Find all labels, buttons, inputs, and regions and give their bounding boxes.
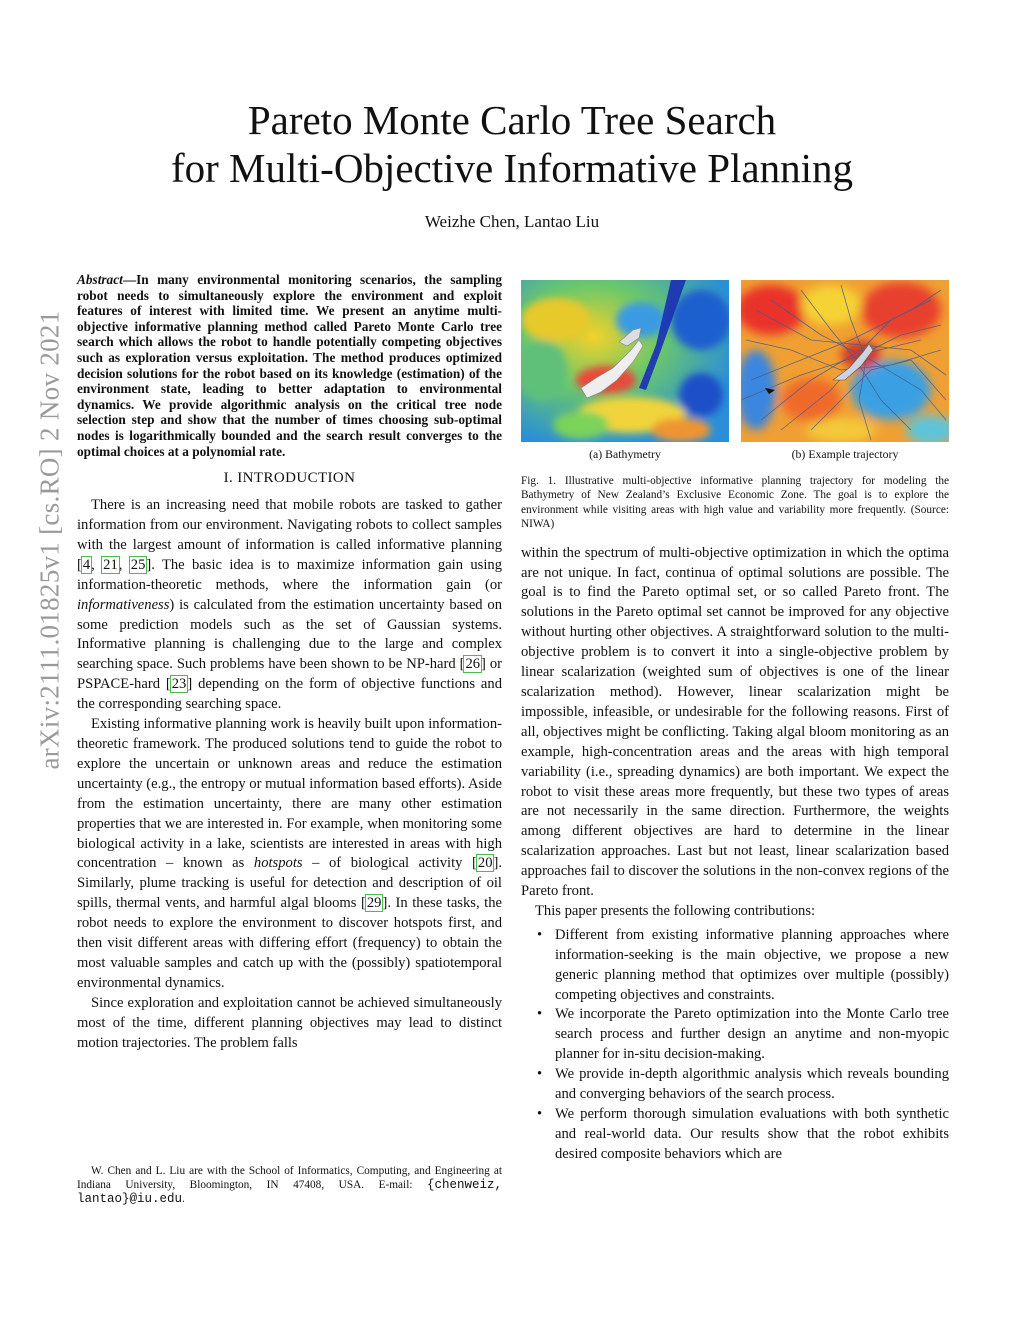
text-run: ]. The basic idea is to maximize information gain using information-theoretic methods, where the information gain (or xyxy=(77,556,502,593)
subfigure-bathymetry xyxy=(521,280,729,462)
right-paragraph-1: within the spectrum of multi-objective optimization in which the optima are not unique. In fact, continua of optimal solutions are possible. The goal is to find the Pareto optimal set, or so called Pareto front. The solutions in the Pareto optimal set cannot be improved for any objective without hurting other objectives. A straightforward solution to the multi-objective problem is to convert it into a single-objective problem by linear scalarization (weighted sum of objectives is one of the linear scalarization method). However, linear scalarization might be impossible, infeasible, or undesirable for the following reasons. First of all, objectives might be conflicting. Taking algal bloom monitoring as an example, high-concentration areas and the areas with high temporal variability (i.e., spreading dynamics) are both important. We expect the robot to visit these areas more frequently, but these two types of areas are not necessarily in the same direction. Furthermore, the weights among different objectives are hard to determine in the linear scalarization approaches. Last but not least, linear scalarization based approaches fail to discover the solutions in the non-convex regions of the Pareto front. xyxy=(521,544,949,900)
citation-link[interactable]: 29 xyxy=(366,895,382,912)
list-item: • Different from existing informative planning approaches where information-seeking is the main objective, we propose a new generic planning method that optimizes over multiple (possibly) competing objectives and constraints. xyxy=(521,926,949,1006)
left-column xyxy=(77,272,502,1054)
subfigure-trajectory xyxy=(741,280,949,462)
text-run: ]. In these tasks, the robot needs to explore the environment to discover hotspots first, and then visit different areas with differing effort (frequency) to obtain the most valuable samples and catch up with the (possibly) spatiotemporal environmental dynamics. xyxy=(77,895,502,991)
email-address: {chenweiz, lantao}@iu.edu xyxy=(77,1178,502,1206)
citation-link[interactable]: 25 xyxy=(130,556,146,573)
affiliation-footnote xyxy=(77,1164,502,1206)
emphasis: hotspots xyxy=(253,855,303,872)
abstract xyxy=(77,272,502,459)
arxiv-identifier: arXiv:2111.01825v1 [cs.RO] 2 Nov 2021 xyxy=(34,310,65,770)
footnote-end: . xyxy=(182,1193,185,1205)
text-run: , xyxy=(91,556,103,573)
citation-link[interactable]: 21 xyxy=(103,556,118,573)
list-item: • We perform thorough simulation evaluations with both synthetic and real-world data. Our results show that the robot exhibits desired composite behaviors which are xyxy=(521,1105,949,1165)
text-run: – of biological activity [ xyxy=(302,855,477,872)
intro-paragraph-3: Since exploration and exploitation cannot be achieved simultaneously most of the time, different planning objectives may lead to distinct motion trajectories. The problem falls xyxy=(77,994,502,1051)
citation-link[interactable]: 20 xyxy=(477,855,493,872)
citation-link[interactable]: 23 xyxy=(171,676,187,693)
text-run: , xyxy=(118,556,130,573)
footnote-text: W. Chen and L. Liu are with the School of Informatics, Computing, and Engineering at Indiana University, Bloomington, IN 47408, USA. E-mail: xyxy=(77,1165,502,1191)
text-run: Existing informative planning work is heavily built upon information-theoretic framework. The produced solutions tend to guide the robot to explore the uncertain or unknown areas and reduce the estimation uncertainty (e.g., the entropy or mutual information based efforts). Aside from the estimation uncertainty, there are many other estimation properties that we are interested in. For example, when monitoring some biological activity in a lake, scientists are interested in areas with high concentration – known as xyxy=(77,716,502,872)
citation-link[interactable]: 4 xyxy=(82,556,91,573)
paper-title xyxy=(0,96,1024,192)
contributions-list xyxy=(521,926,949,1165)
list-item: • We incorporate the Pareto optimization into the Monte Carlo tree search process and further design an anytime and non-myopic planner for in-situ decision-making. xyxy=(521,1005,949,1065)
text-run: ] depending on the form of objective functions and the corresponding searching space. xyxy=(77,676,502,713)
list-item: • We provide in-depth algorithmic analysis which reveals bounding and converging behaviors of the search process. xyxy=(521,1065,949,1105)
abstract-lead: Abstract xyxy=(77,272,123,287)
title-line-2: for Multi-Objective Informative Planning xyxy=(170,145,854,191)
citation-link[interactable]: 26 xyxy=(465,656,481,673)
figure-1 xyxy=(521,280,949,462)
bathymetry-map-image xyxy=(521,280,729,442)
subcaption-b: (b) Example trajectory xyxy=(791,447,899,461)
text-run: There is an increasing need that mobile robots are tasked to gather information from our environment. Navigating robots to collect samples with the largest amount of information is called informative planning [ xyxy=(77,497,502,573)
paper-authors: Weizhe Chen, Lantao Liu xyxy=(424,212,600,231)
arxiv-side-stamp xyxy=(30,140,70,940)
trajectory-map-image xyxy=(741,280,949,442)
section-heading-introduction: I. INTRODUCTION xyxy=(223,470,356,487)
abstract-body: —In many environmental monitoring scenarios, the sampling robot needs to simultaneously explore the environment and exploit features of interest with limited time. We present an anytime multi-objective informative planning method called Pareto Monte Carlo tree search which allows the robot to handle potentially competing objectives such as exploration versus exploitation. The method produces optimized decision solutions for the robot based on its knowledge (estimation) of the environment state, leading to better adaptation to environmental dynamics. We provide algorithmic analysis on the critical tree node selection step and show that the number of times choosing sub-optimal nodes is logarithmically bounded and the search result converges to the optimal choices at a polynomial rate. xyxy=(77,272,502,459)
text-run: ]. Similarly, plume tracking is useful for detection and description of oil spills, thermal vents, and harmful algal blooms [ xyxy=(77,855,502,912)
text-run: ] or PSPACE-hard [ xyxy=(77,656,502,693)
subcaption-a: (a) Bathymetry xyxy=(589,447,661,461)
text-run: ) is calculated from the estimation uncertainty based on some prediction models such as the set of Gaussian systems. Informative planning is challenging due to the large and complex searching space. Such problems have been shown to be NP-hard [ xyxy=(77,596,502,673)
intro-paragraph-1 xyxy=(77,496,502,715)
figure-caption: Fig. 1. Illustrative multi-objective informative planning trajectory for modeling the Bathymetry of New Zealand’s Exclusive Economic Zone. The goal is to explore the environment while visiting areas with high value and variability more frequently. (Source: NIWA) xyxy=(521,475,949,531)
right-paragraph-2: This paper presents the following contributions: xyxy=(535,902,816,919)
emphasis: informativeness xyxy=(77,596,170,613)
intro-paragraph-2 xyxy=(77,715,502,994)
right-column xyxy=(521,280,949,1165)
title-line-1: Pareto Monte Carlo Tree Search xyxy=(247,97,777,143)
